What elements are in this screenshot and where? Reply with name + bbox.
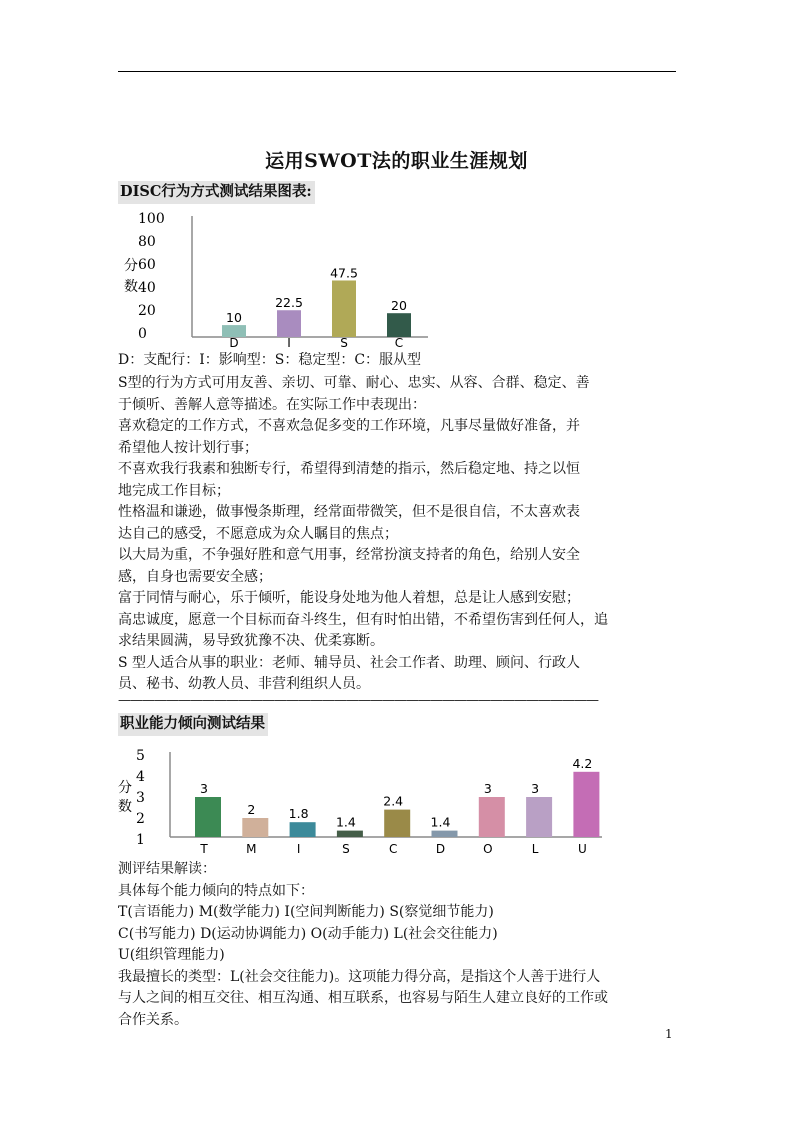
- ability-ylabel-1: 分: [118, 780, 132, 796]
- ability-bar: [526, 797, 552, 837]
- disc-paragraph-line: S 型人适合从事的职业：老师、辅导员、社会工作者、助理、顾问、行政人: [118, 654, 581, 671]
- page-number: 1: [665, 1027, 673, 1041]
- disc-bar: [332, 280, 356, 337]
- disc-category-label: D: [229, 336, 239, 350]
- ability-bar-label: 3: [483, 781, 492, 796]
- disc-ylabel-2: 数: [124, 279, 138, 295]
- disc-paragraph-line: 员、秘书、幼教人员、非营利组织人员。: [118, 676, 370, 692]
- ability-y-tick: 4: [136, 769, 145, 785]
- disc-category-label: C: [394, 336, 404, 350]
- disc-category-label: I: [287, 336, 291, 350]
- disc-paragraph-line: 性格温和谦逊，做事慢条斯理，经常面带微笑，但不是很自信，不太喜欢表: [118, 504, 580, 520]
- disc-category-label: S: [340, 336, 348, 350]
- ability-category-label: L: [531, 842, 539, 856]
- ability-bar-label: 4.2: [572, 755, 593, 771]
- ability-paragraph-line: C(书写能力) D(运动协调能力) O(动手能力) L(社会交往能力): [118, 925, 498, 942]
- disc-paragraph-line: 以大局为重，不争强好胜和意气用事，经常扮演支持者的角色，给别人安全: [118, 547, 580, 563]
- ability-category-label: D: [435, 842, 446, 856]
- disc-bar-label: 10: [226, 310, 242, 326]
- disc-paragraph-line: 感，自身也需要安全感；: [118, 568, 272, 585]
- ability-bar: [479, 797, 505, 837]
- disc-ylabel-1: 分: [124, 258, 138, 274]
- disc-y-tick: 60: [138, 257, 156, 273]
- disc-legend-line: D：支配行：I：影响型：S：稳定型：C：服从型: [118, 352, 422, 368]
- disc-y-tick: 0: [138, 326, 147, 342]
- ability-bar-label: 1.8: [288, 806, 309, 822]
- disc-paragraph-line: 于倾听、善解人意等描述。在实际工作中表现出：: [118, 396, 426, 413]
- disc-bar-label: 20: [391, 298, 407, 314]
- disc-bar-label: 22.5: [275, 295, 303, 311]
- disc-paragraph-line: 喜欢稳定的工作方式，不喜欢急促多变的工作环境，凡事尽量做好准备，并: [118, 418, 580, 434]
- disc-paragraph-line: S型的行为方式可用友善、亲切、可靠、耐心、忠实、从容、合群、稳定、善: [118, 375, 590, 391]
- ability-paragraph-line: U(组织管理能力): [118, 947, 225, 963]
- ability-paragraph-line: 合作关系。: [118, 1011, 188, 1028]
- disc-paragraph-line: 求结果圆满，易导致犹豫不决、优柔寡断。: [118, 633, 384, 649]
- ability-y-tick: 3: [136, 790, 145, 806]
- ability-bar-label: 2.4: [383, 793, 404, 809]
- ability-y-tick: 1: [136, 832, 145, 848]
- ability-category-label: O: [483, 842, 493, 856]
- section-divider: ————————————————————————————————————————: [118, 693, 598, 708]
- ability-y-tick: 5: [136, 748, 145, 764]
- disc-paragraph-line: 富于同情与耐心，乐于倾听，能设身处地为他人着想，总是让人感到安慰；: [118, 590, 580, 606]
- ability-bar-label: 2: [247, 802, 256, 817]
- ability-bar: [573, 772, 599, 837]
- disc-y-tick: 20: [138, 303, 156, 319]
- disc-paragraph-line: 地完成工作目标；: [118, 482, 230, 499]
- ability-category-label: C: [389, 842, 398, 856]
- disc-bar-label: 47.5: [330, 265, 358, 281]
- ability-category-label: U: [578, 842, 587, 856]
- header-rule: [118, 71, 676, 72]
- disc-paragraph-line: 不喜欢我行我素和独断专行，希望得到清楚的指示，然后稳定地、持之以恒: [118, 461, 580, 477]
- disc-y-tick: 40: [138, 280, 156, 296]
- ability-bar-label: 3: [531, 781, 540, 796]
- disc-chart: [110, 204, 450, 352]
- ability-bar-label: 1.4: [430, 814, 451, 830]
- disc-paragraph-line: 达自己的感受，不愿意成为众人瞩目的焦点；: [118, 525, 398, 542]
- ability-bar: [290, 822, 316, 837]
- disc-y-tick: 100: [138, 211, 165, 227]
- page-title: 运用SWOT法的职业生涯规划: [265, 150, 528, 172]
- disc-paragraph-line: 希望他人按计划行事；: [118, 439, 258, 456]
- ability-paragraph-line: T(言语能力) M(数学能力) I(空间判断能力) S(察觉细节能力): [118, 904, 494, 920]
- ability-category-label: S: [342, 842, 350, 856]
- ability-bar: [242, 818, 268, 837]
- disc-paragraph-line: 高忠诚度，愿意一个目标而奋斗终生，但有时怕出错，不希望伤害到任何人，追: [118, 611, 608, 628]
- ability-chart: [110, 746, 610, 858]
- disc-bar: [387, 313, 411, 337]
- ability-bar: [195, 797, 221, 837]
- ability-bar-label: 1.4: [335, 814, 356, 830]
- ability-bar: [432, 831, 458, 837]
- ability-bar-label: 3: [200, 781, 208, 796]
- disc-bar: [277, 310, 301, 337]
- ability-category-label: T: [200, 842, 208, 856]
- ability-ylabel-2: 数: [118, 799, 132, 815]
- ability-paragraph-line: 具体每个能力倾向的特点如下：: [118, 882, 314, 899]
- disc-y-tick: 80: [138, 234, 156, 250]
- ability-bar: [337, 831, 363, 837]
- ability-paragraph-line: 我最擅长的类型：L(社会交往能力)。这项能力得分高，是指这个人善于进行人: [118, 968, 601, 985]
- ability-bar: [384, 810, 410, 837]
- ability-y-tick: 2: [136, 811, 145, 827]
- ability-category-label: I: [296, 842, 301, 856]
- ability-section-heading: 职业能力倾向测试结果: [118, 713, 268, 736]
- disc-section-heading: DISC行为方式测试结果图表:: [118, 181, 315, 204]
- ability-paragraph-line: 测评结果解读：: [118, 861, 216, 877]
- ability-paragraph-line: 与人之间的相互交往、相互沟通、相互联系，也容易与陌生人建立良好的工作或: [118, 990, 608, 1006]
- ability-category-label: M: [246, 842, 257, 856]
